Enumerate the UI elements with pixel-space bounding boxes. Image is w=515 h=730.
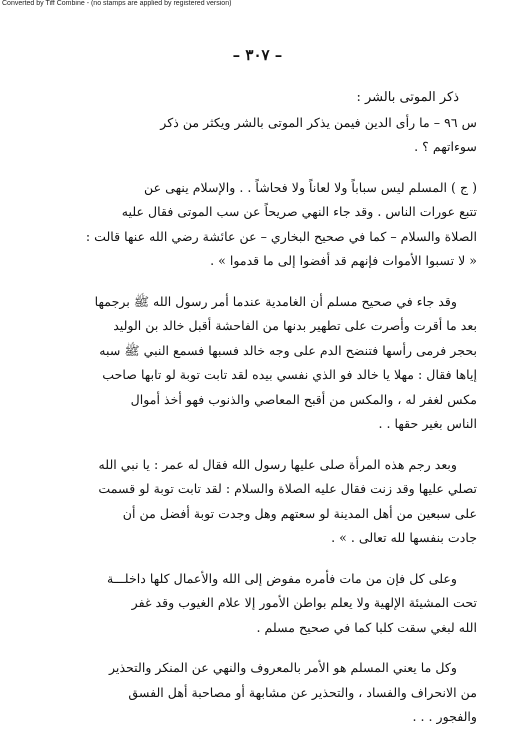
- page-number: – ٣٠٧ –: [232, 46, 283, 64]
- text-line: وعلى كل فإن من مات فأمره مفوض إلى الله والأعمال كلها داخلـــة: [106, 570, 457, 586]
- text-line: تتبع عورات الناس . وقد جاء النهي صريحاً عن سب الموتى فقال عليه: [121, 204, 477, 219]
- text-line: والفجور . . .: [412, 709, 477, 724]
- text-line: وكل ما يعني المسلم هو الأمر بالمعروف والنهي عن المنكر والتحذير: [108, 660, 457, 675]
- text-line: الله لبغي سقت كلبا كما في صحيح مسلم .: [256, 619, 477, 635]
- text-line: جادت بنفسها لله تعالى . » .: [331, 530, 477, 545]
- text-line: س ٩٦ – ما رأى الدين فيمن يذكر الموتى بالشر ويكثر من ذكر: [160, 114, 477, 130]
- text-line: سوءاتهم ؟ .: [414, 139, 477, 154]
- answer-paragraph: [37, 176, 477, 274]
- text-line: بعد ما أقرت وأصرت على تطهير بدنها من الفاحشة أقبل خالد بن الوليد: [113, 318, 477, 333]
- paragraph-conclusion: [37, 656, 477, 730]
- converter-watermark: Converted by Tiff Combine - (no stamps are applied by registered version): [2, 0, 232, 7]
- text-line: « لا تسبوا الأموات فإنهم قد أفضوا إلى ما قدموا » .: [210, 253, 477, 268]
- text-line: وقد جاء في صحيح مسلم أن الغامدية عندما أمر رسول الله ﷺ برجمها: [94, 293, 457, 309]
- text-line: تصلي عليها وقد زنت فقال عليه الصلاة والسلام : لقد تابت توبة لو قسمت: [98, 481, 477, 496]
- text-line: الصلاة والسلام – كما في صحيح البخاري – عن عائشة رضي الله عنها قالت :: [85, 228, 477, 244]
- paragraph-umar: [37, 453, 477, 551]
- question-block: [37, 111, 477, 160]
- section-heading: ذكر الموتى بالشر :: [356, 90, 459, 105]
- text-line: إياها فقال : مهلا يا خالد فو الذي نفسي بيده لقد تابت توبة لو تابها صاحب: [102, 367, 477, 382]
- page-text: [37, 86, 477, 730]
- text-line: وبعد رجم هذه المرأة صلى عليها رسول الله فقال له عمر : يا نبي الله: [98, 456, 457, 472]
- paragraph-mashia: [37, 567, 477, 641]
- text-line: على سبعين من أهل المدينة لو سعتهم وهل وجدت توبة أفضل من أن: [122, 505, 477, 521]
- text-line: الناس بغير حقها . .: [378, 416, 477, 431]
- text-line: بحجر فرمى رأسها فتنضح الدم على وجه خالد فسبها فسمع النبي ﷺ سبه: [99, 342, 477, 358]
- text-line: مكس لغفر له ، والمكس من أقبح المعاصي والذنوب فهو أخذ أموال: [130, 391, 477, 407]
- paragraph-ghamidiya: [37, 290, 477, 437]
- text-line: ( ج ) المسلم ليس سباباً ولا لعاناً ولا فحاشاً . . والإسلام ينهى عن: [144, 179, 477, 195]
- text-line: تحت المشيئة الإلهية ولا يعلم بواطن الأمور إلا علام الغيوب وقد غفر: [131, 595, 477, 610]
- text-line: من الانحراف والفساد ، والتحذير عن مشابهة أو مصاحبة أهل الفسق: [128, 684, 477, 700]
